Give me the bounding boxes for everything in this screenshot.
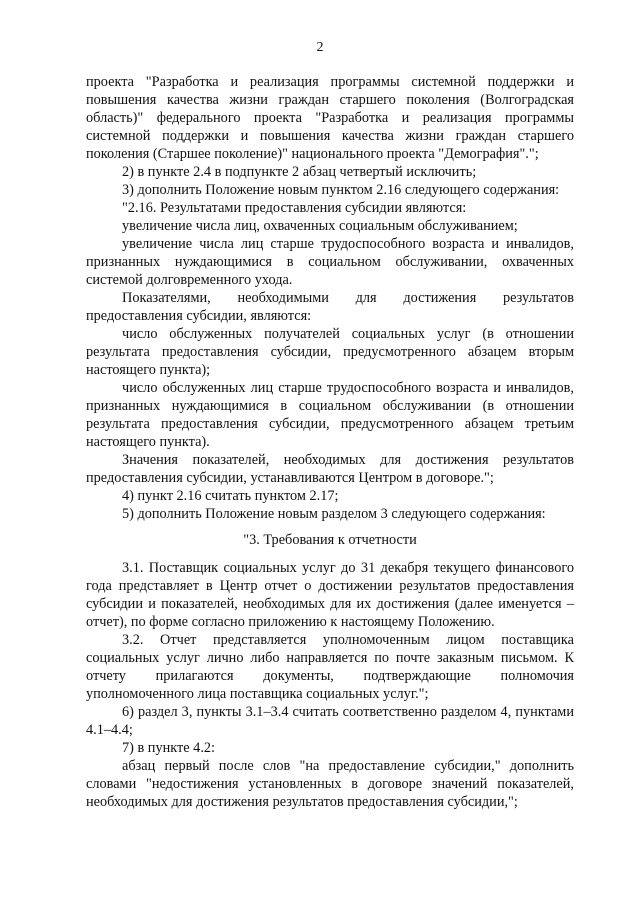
paragraph: Значения показателей, необходимых для достижения результатов предоставления субсидии, устанавливаются Центром в договоре.";: [86, 452, 574, 486]
paragraph: 7) в пункте 4.2:: [122, 740, 216, 756]
page-number: 2: [316, 40, 324, 55]
section-heading: "3. Требования к отчетности: [243, 532, 417, 548]
paragraph: 4) пункт 2.16 считать пунктом 2.17;: [122, 488, 339, 504]
paragraph: увеличение числа лиц, охваченных социальным обслуживанием;: [122, 218, 518, 234]
paragraph: 5) дополнить Положение новым разделом 3 следующего содержания:: [122, 506, 546, 522]
paragraph: проекта "Разработка и реализация программы системной поддержки и повышения качества жизни граждан старшего поколения (Волгоградская область)" федерального проекта "Разработка и реализация программы системной поддержки и повышения качества жизни граждан старшего поколения (Старшее поколение)" национального проекта "Демография".";: [86, 74, 574, 162]
paragraph: Показателями, необходимыми для достижения результатов предоставления субсидии, являются:: [86, 290, 574, 324]
paragraph: 6) раздел 3, пункты 3.1–3.4 считать соответственно разделом 4, пунктами 4.1–4.4;: [86, 704, 574, 738]
paragraph: число обслуженных лиц старше трудоспособного возраста и инвалидов, признанных нуждающимися в социальном обслуживании (в отношении результата предоставления субсидии, предусмотренного абзацем третьим настоящего пункта).: [86, 380, 574, 450]
paragraph: 3.2. Отчет представляется уполномоченным лицом поставщика социальных услуг лично либо направляется по почте заказным письмом. К отчету прилагаются документы, подтверждающие полномочия уполномоченного лица поставщика социальных услуг.";: [86, 632, 574, 702]
document-body: [86, 73, 574, 811]
paragraph: 2) в пункте 2.4 в подпункте 2 абзац четвертый исключить;: [122, 164, 477, 180]
paragraph: число обслуженных получателей социальных услуг (в отношении результата предоставления субсидии, предусмотренного абзацем вторым настоящего пункта);: [86, 326, 574, 378]
paragraph: "2.16. Результатами предоставления субсидии являются:: [122, 200, 467, 216]
paragraph: абзац первый после слов "на предоставление субсидии," дополнить словами "недостижения установленных в договоре значений показателей, необходимых для достижения результатов предоставления субсидии,";: [86, 758, 574, 810]
paragraph: 3) дополнить Положение новым пунктом 2.16 следующего содержания:: [122, 182, 560, 198]
paragraph: 3.1. Поставщик социальных услуг до 31 декабря текущего финансового года представляет в Центр отчет о достижении результатов предоставления субсидии и показателей, необходимых для их достижения (далее именуется – отчет), по форме согласно приложению к настоящему Положению.: [86, 560, 574, 630]
paragraph: увеличение числа лиц старше трудоспособного возраста и инвалидов, признанных нуждающимися в социальном обслуживании, охваченных системой долговременного ухода.: [86, 236, 574, 288]
